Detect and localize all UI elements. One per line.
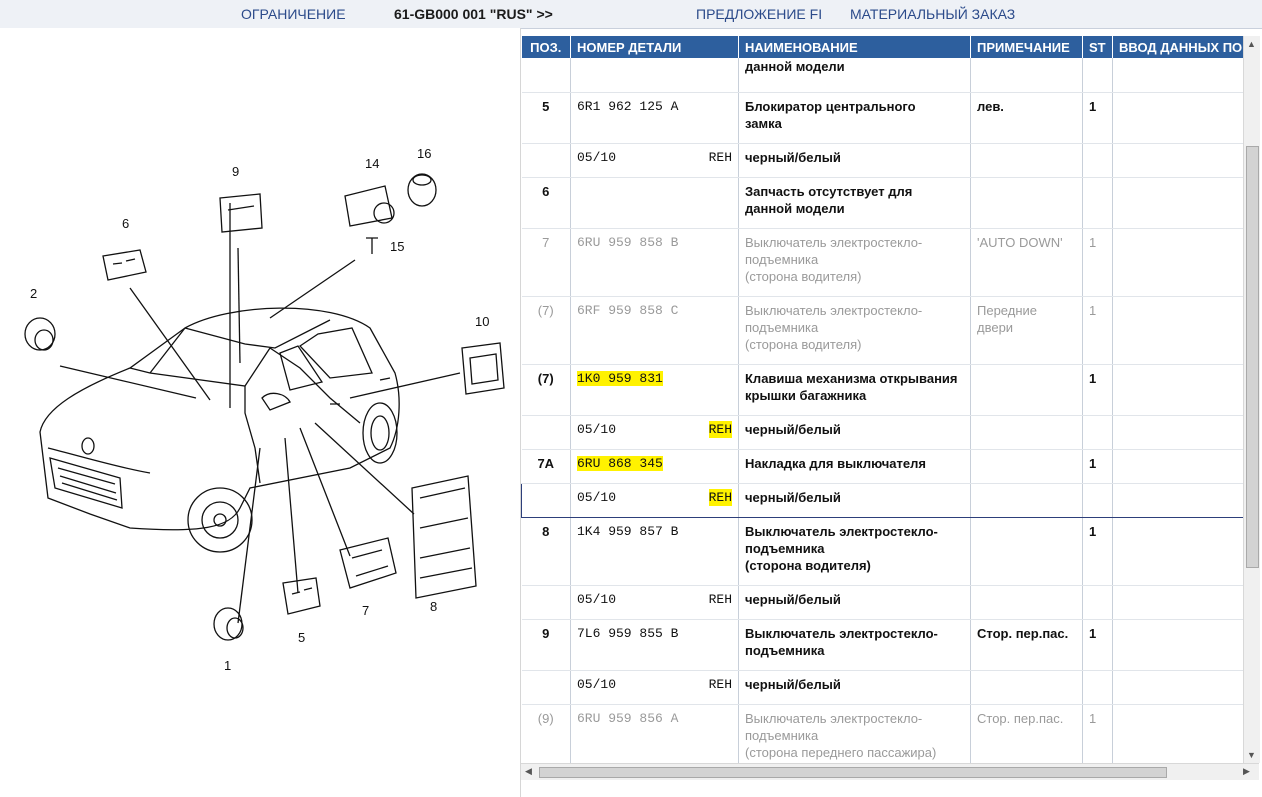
cell-part <box>571 704 739 763</box>
table-row[interactable] <box>522 58 1244 92</box>
table-row-selected[interactable] <box>522 483 1244 517</box>
cell-note: Стор. пер.пас. <box>971 619 1083 670</box>
table-row[interactable] <box>522 364 1244 415</box>
name-line: Запчасть отсутствует для <box>745 183 913 199</box>
part-number[interactable]: 6RU 959 856 A <box>577 710 679 726</box>
cell-note <box>971 177 1083 228</box>
cell-note <box>971 58 1083 92</box>
cell-data-entry[interactable] <box>1113 449 1244 483</box>
cell-st: 1 <box>1083 228 1113 296</box>
top-navigation-bar <box>0 0 1262 29</box>
table-row[interactable] <box>522 415 1244 449</box>
cell-st <box>1083 585 1113 619</box>
part-number[interactable]: 6RF 959 858 C <box>577 302 679 318</box>
table-row[interactable] <box>522 704 1244 763</box>
name-line: замка <box>745 115 782 131</box>
callout-6[interactable]: 6 <box>122 216 130 231</box>
cell-part <box>571 177 739 228</box>
cell-name <box>739 92 971 143</box>
name-line: подъемника <box>745 642 825 658</box>
parts-table-container <box>521 36 1243 763</box>
table-row[interactable] <box>522 92 1244 143</box>
cell-name <box>739 483 971 517</box>
name-line: крышки багажника <box>745 387 867 403</box>
vertical-scrollbar[interactable] <box>1243 36 1260 763</box>
callout-2[interactable]: 2 <box>30 286 38 301</box>
cell-note <box>971 415 1083 449</box>
name-line: подъемника <box>745 540 825 556</box>
callout-1[interactable]: 1 <box>224 658 232 673</box>
cell-part <box>571 58 739 92</box>
scroll-left-arrow-icon[interactable]: ◀ <box>525 766 532 776</box>
table-row[interactable] <box>522 517 1244 585</box>
cell-pos: 7A <box>522 449 571 483</box>
cell-note: Стор. пер.пас. <box>971 704 1083 763</box>
col-header-pos[interactable]: ПОЗ. <box>522 36 571 58</box>
cell-note: лев. <box>971 92 1083 143</box>
cell-name <box>739 58 971 92</box>
part-number[interactable]: 7L6 959 855 B <box>577 625 679 641</box>
scroll-down-arrow-icon[interactable]: ▼ <box>1247 750 1256 760</box>
col-header-st[interactable]: ST <box>1083 36 1113 58</box>
cell-pos: 8 <box>522 517 571 585</box>
cell-pos: (7) <box>522 296 571 364</box>
callout-7[interactable]: 7 <box>362 603 370 618</box>
cell-name <box>739 619 971 670</box>
part-number-highlighted[interactable]: 1K0 959 831 <box>577 370 663 386</box>
cell-pos: 7 <box>522 228 571 296</box>
col-header-data-entry[interactable]: ВВОД ДАННЫХ ПО <box>1113 36 1244 58</box>
callout-16[interactable]: 16 <box>417 146 432 161</box>
name-line: черный/белый <box>745 489 841 505</box>
name-line: Выключатель электростекло- <box>745 302 923 318</box>
name-line: Выключатель электростекло- <box>745 625 938 641</box>
cell-name <box>739 364 971 415</box>
cell-data-entry[interactable] <box>1113 670 1244 704</box>
cell-st: 1 <box>1083 92 1113 143</box>
name-line: Накладка для выключателя <box>745 455 926 471</box>
callout-8[interactable]: 8 <box>430 599 438 614</box>
cell-st <box>1083 177 1113 228</box>
callout-5[interactable]: 5 <box>298 630 306 645</box>
callout-9[interactable]: 9 <box>232 164 240 179</box>
name-line: Выключатель электростекло- <box>745 710 923 726</box>
cell-name <box>739 704 971 763</box>
col-header-name[interactable]: НАИМЕНОВАНИЕ <box>739 36 971 58</box>
name-line: Выключатель электростекло- <box>745 234 923 250</box>
cell-st: 1 <box>1083 517 1113 585</box>
model-breadcrumb[interactable]: 61-GB000 001 "RUS" >> <box>394 6 553 22</box>
cell-part <box>571 670 739 704</box>
cell-name <box>739 670 971 704</box>
cell-pos <box>522 670 571 704</box>
cell-st <box>1083 58 1113 92</box>
cell-data-entry[interactable] <box>1113 364 1244 415</box>
parts-table <box>521 36 1243 763</box>
cell-data-entry[interactable] <box>1113 619 1244 670</box>
cell-note <box>971 670 1083 704</box>
cell-name <box>739 517 971 585</box>
cell-part <box>571 415 739 449</box>
part-date: 05/10 <box>577 421 617 437</box>
name-line: (сторона водителя) <box>745 557 871 573</box>
callout-14[interactable]: 14 <box>365 156 380 171</box>
name-line: Выключатель электростекло- <box>745 523 938 539</box>
cell-part <box>571 296 739 364</box>
table-row[interactable] <box>522 177 1244 228</box>
name-line: (сторона водителя) <box>745 336 862 352</box>
name-line: подъемника <box>745 319 819 335</box>
name-line: подъемника <box>745 727 819 743</box>
table-row[interactable] <box>522 143 1244 177</box>
cell-pos <box>522 415 571 449</box>
cell-data-entry[interactable] <box>1113 296 1244 364</box>
cell-data-entry[interactable] <box>1113 517 1244 585</box>
table-header-row <box>522 36 1244 58</box>
cell-data-entry[interactable] <box>1113 228 1244 296</box>
cell-note <box>971 517 1083 585</box>
cell-st <box>1083 415 1113 449</box>
cell-data-entry[interactable] <box>1113 415 1244 449</box>
material-order-link[interactable]: МАТЕРИАЛЬНЫЙ ЗАКАЗ <box>850 6 1016 22</box>
cell-part <box>571 517 739 585</box>
part-number[interactable]: 6RU 959 858 B <box>577 234 679 250</box>
color-code: REH <box>708 676 732 692</box>
cell-pos <box>522 58 571 92</box>
cell-note: Передние двери <box>971 296 1083 364</box>
cell-part <box>571 449 739 483</box>
cell-name <box>739 585 971 619</box>
callout-10[interactable]: 10 <box>475 314 490 329</box>
cell-name <box>739 415 971 449</box>
cell-note <box>971 449 1083 483</box>
cell-pos: (7) <box>522 364 571 415</box>
cell-pos <box>522 585 571 619</box>
part-number-highlighted[interactable]: 6RU 868 345 <box>577 455 663 471</box>
name-line: Клавиша механизма открывания <box>745 370 958 386</box>
parts-diagram <box>0 28 521 797</box>
cell-part <box>571 364 739 415</box>
horizontal-scrollbar[interactable] <box>521 763 1259 780</box>
name-line: Блокиратор центрального <box>745 98 916 114</box>
cell-pos <box>522 483 571 517</box>
cell-part <box>571 483 739 517</box>
color-code: REH <box>708 591 732 607</box>
name-line: (сторона водителя) <box>745 268 862 284</box>
cell-pos: 9 <box>522 619 571 670</box>
name-line: подъемника <box>745 251 819 267</box>
cell-data-entry[interactable] <box>1113 58 1244 92</box>
color-code: REH <box>708 149 732 165</box>
cell-st <box>1083 143 1113 177</box>
cell-pos: 5 <box>522 92 571 143</box>
table-row[interactable] <box>522 585 1244 619</box>
vertical-scroll-thumb[interactable] <box>1246 146 1259 568</box>
cell-note <box>971 364 1083 415</box>
scroll-right-arrow-icon[interactable]: ▶ <box>1243 766 1250 776</box>
part-number[interactable]: 6R1 962 125 A <box>577 98 679 114</box>
horizontal-scroll-thumb[interactable] <box>539 767 1167 778</box>
table-row[interactable] <box>522 228 1244 296</box>
cell-part <box>571 228 739 296</box>
cell-part <box>571 143 739 177</box>
cell-name <box>739 296 971 364</box>
name-line: черный/белый <box>745 676 841 692</box>
cell-data-entry[interactable] <box>1113 585 1244 619</box>
cell-st <box>1083 670 1113 704</box>
cell-data-entry[interactable] <box>1113 92 1244 143</box>
table-row[interactable] <box>522 670 1244 704</box>
cell-data-entry[interactable] <box>1113 177 1244 228</box>
cell-part <box>571 585 739 619</box>
limit-link[interactable]: ОГРАНИЧЕНИЕ <box>241 6 346 22</box>
part-date: 05/10 <box>577 591 617 607</box>
cell-st: 1 <box>1083 364 1113 415</box>
cell-note <box>971 585 1083 619</box>
table-row[interactable] <box>522 619 1244 670</box>
car-exploded-view <box>0 28 520 797</box>
name-line: черный/белый <box>745 591 841 607</box>
color-code-highlighted: REH <box>708 489 732 505</box>
cell-data-entry[interactable] <box>1113 143 1244 177</box>
diagram-callouts <box>30 146 489 673</box>
table-row[interactable] <box>522 449 1244 483</box>
cell-part <box>571 92 739 143</box>
cell-name <box>739 143 971 177</box>
cell-st: 1 <box>1083 296 1113 364</box>
cell-note <box>971 483 1083 517</box>
part-number[interactable]: 1K4 959 857 B <box>577 523 679 539</box>
cell-st: 1 <box>1083 619 1113 670</box>
cell-note <box>971 143 1083 177</box>
name-line: черный/белый <box>745 421 841 437</box>
cell-note: 'AUTO DOWN' <box>971 228 1083 296</box>
name-line: данной модели <box>745 59 845 74</box>
cell-st: 1 <box>1083 704 1113 763</box>
cell-pos: 6 <box>522 177 571 228</box>
cell-data-entry[interactable] <box>1113 483 1244 517</box>
callout-15[interactable]: 15 <box>390 239 405 254</box>
offer-fi-link[interactable]: ПРЕДЛОЖЕНИЕ FI <box>696 6 823 22</box>
name-line: (сторона переднего пассажира) <box>745 744 937 760</box>
cell-st: 1 <box>1083 449 1113 483</box>
scroll-up-arrow-icon[interactable]: ▲ <box>1247 39 1256 49</box>
cell-name <box>739 228 971 296</box>
cell-data-entry[interactable] <box>1113 704 1244 763</box>
cell-name <box>739 449 971 483</box>
part-date: 05/10 <box>577 149 617 165</box>
cell-part <box>571 619 739 670</box>
cell-pos: (9) <box>522 704 571 763</box>
part-date: 05/10 <box>577 676 617 692</box>
name-line: черный/белый <box>745 149 841 165</box>
col-header-note[interactable]: ПРИМЕЧАНИЕ <box>971 36 1083 58</box>
part-date: 05/10 <box>577 489 617 505</box>
col-header-part-number[interactable]: НОМЕР ДЕТАЛИ <box>571 36 739 58</box>
cell-pos <box>522 143 571 177</box>
name-line: данной модели <box>745 200 845 216</box>
cell-st <box>1083 483 1113 517</box>
table-row[interactable] <box>522 296 1244 364</box>
color-code-highlighted: REH <box>708 421 732 437</box>
cell-name <box>739 177 971 228</box>
